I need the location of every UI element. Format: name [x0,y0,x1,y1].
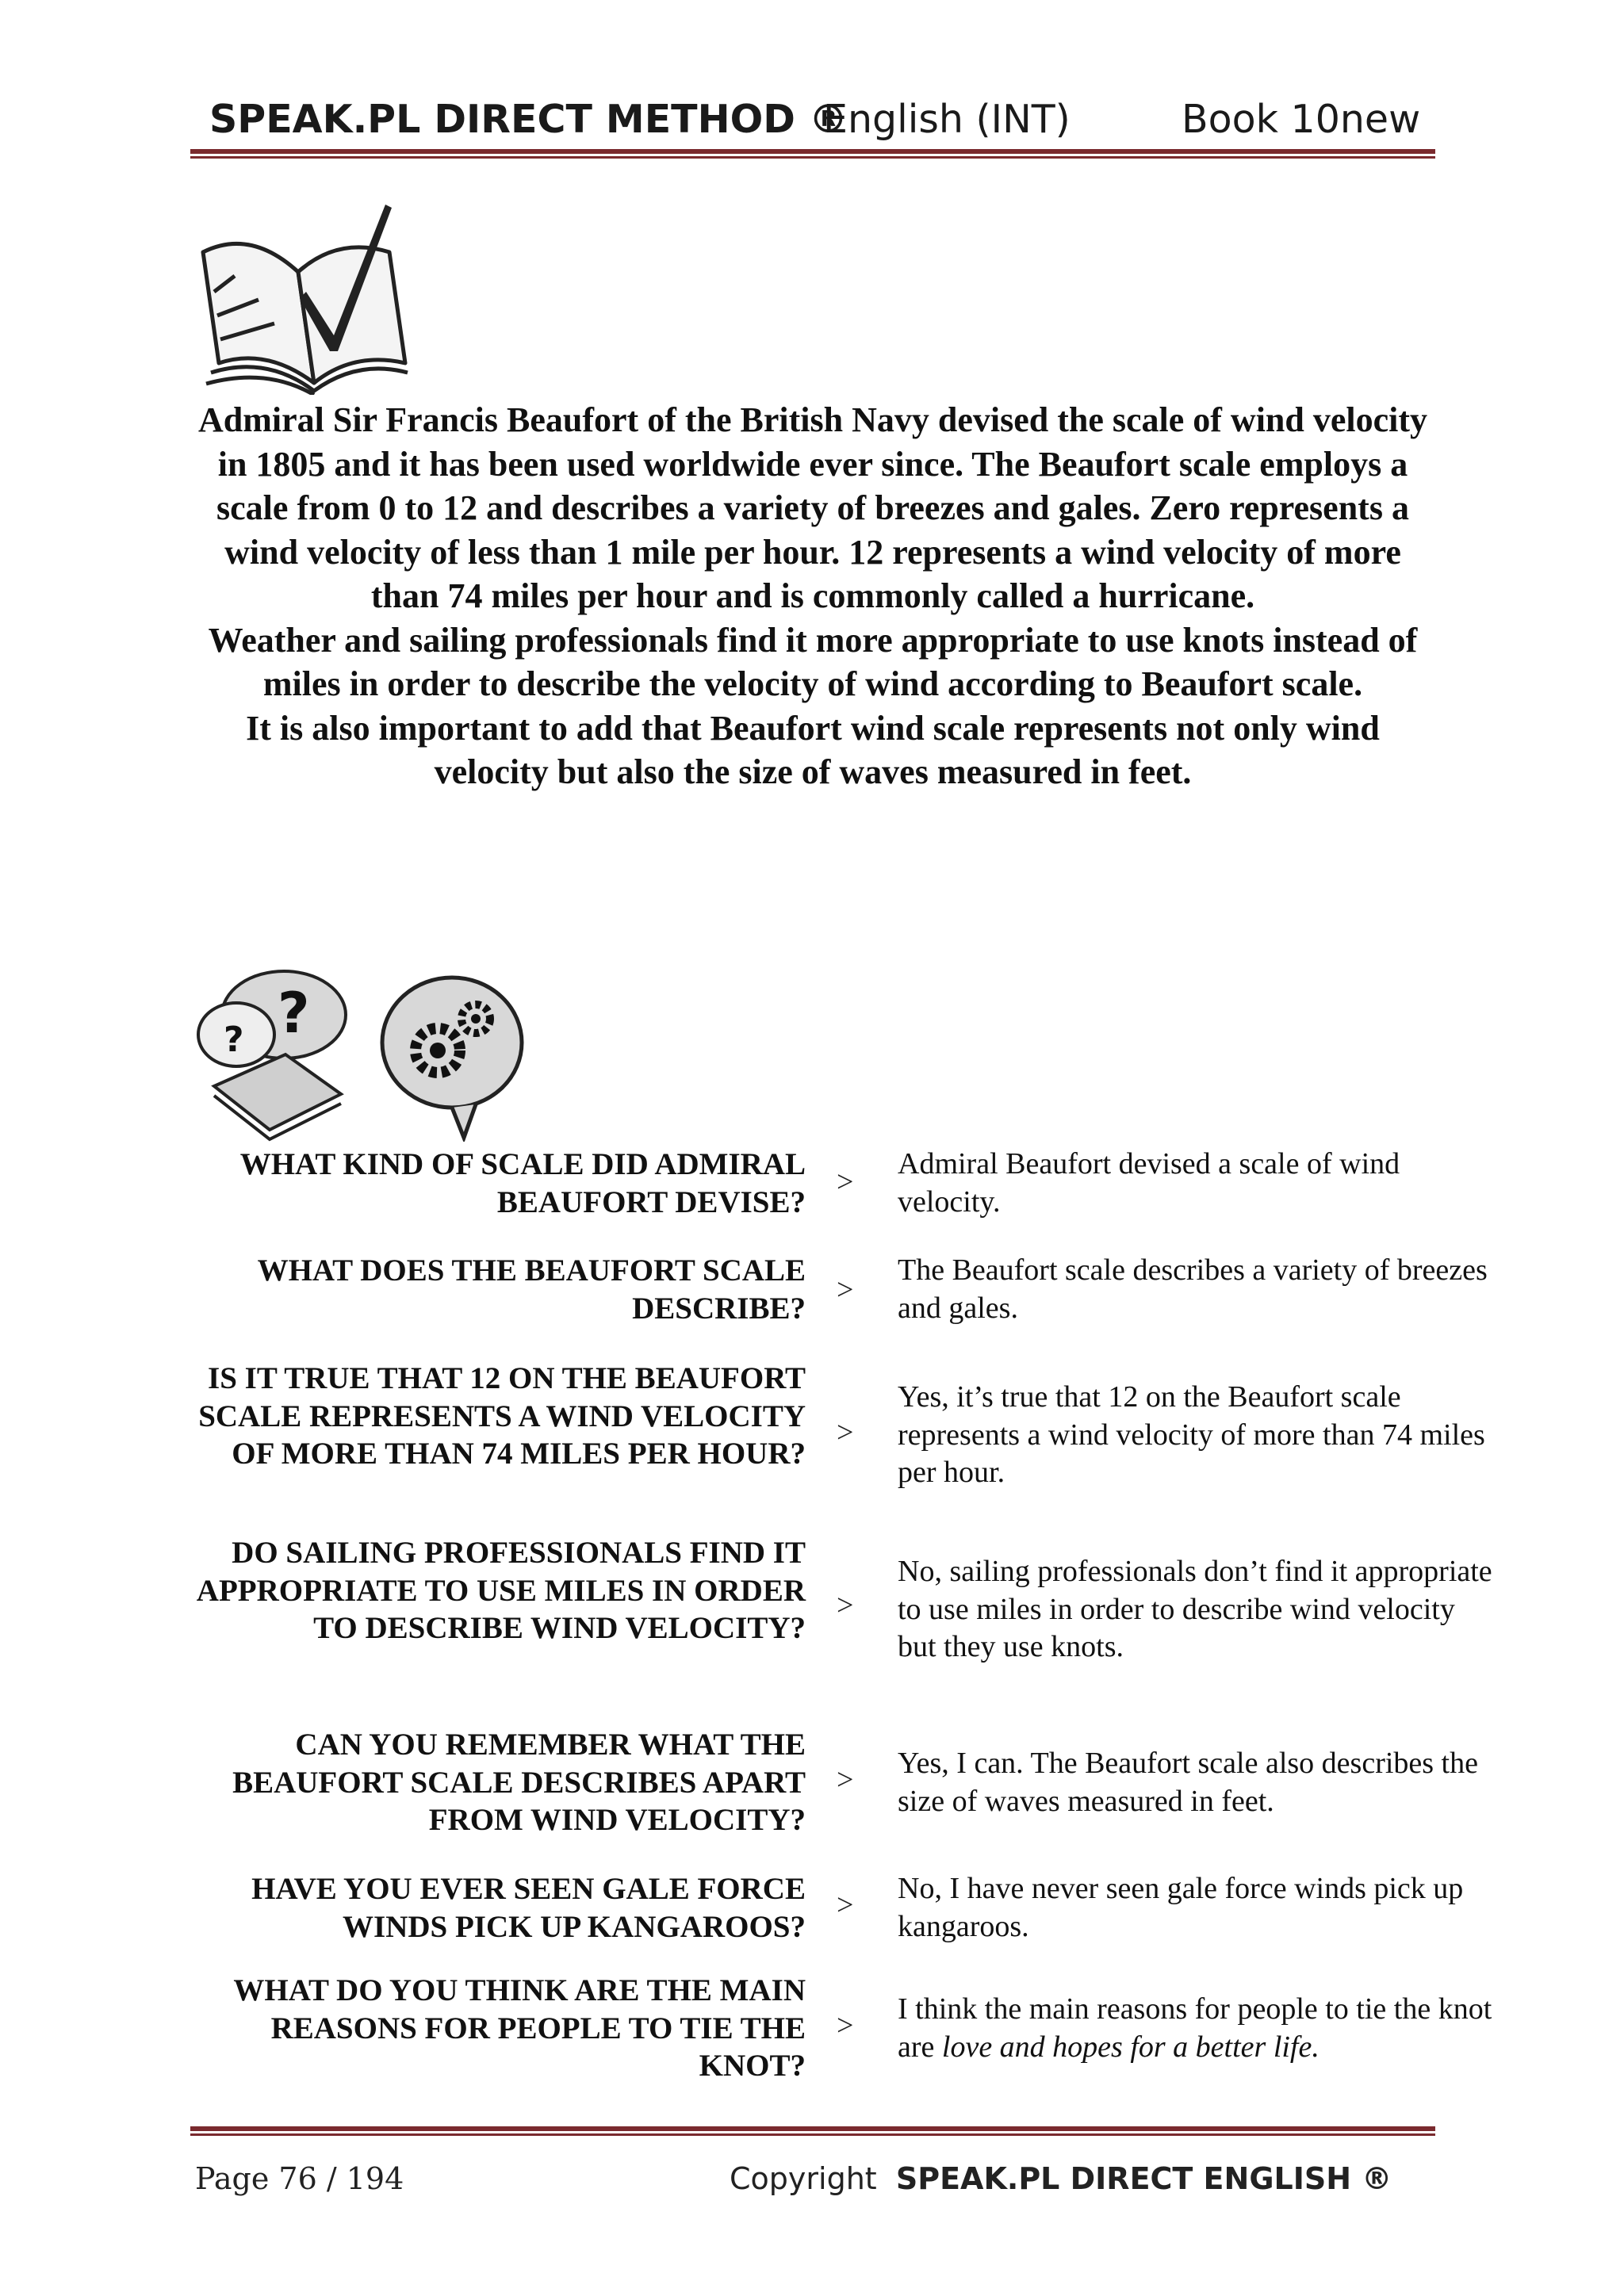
svg-text:?: ? [278,981,310,1046]
gears-speech-bubble-icon [382,978,522,1138]
page-footer [190,2161,1435,2209]
arrow-icon: > [837,2009,854,2042]
intro-text [190,398,1435,794]
qa-answer [898,1991,1500,2066]
intro-paragraph: It is also important to add that Beaufort wind scale represents not only wind velocity but also the size of waves measured in feet. [246,708,1380,791]
qa-answer: Admiral Beaufort devised a scale of wind velocity. [898,1147,1400,1219]
question-bubbles-book-icon [198,971,346,1139]
header-brand: SPEAK.PL DIRECT METHOD ® [209,97,848,142]
qa-question: CAN YOU REMEMBER WHAT THE BEAUFORT SCALE DESCRIBES APART FROM WIND VELOCITY? [232,1728,806,1837]
qa-answer: No, I have never seen gale force winds pick up kangaroos. [898,1872,1464,1943]
svg-text:?: ? [224,1020,244,1060]
copyright [730,2161,1392,2196]
qa-question: HAVE YOU EVER SEEN GALE FORCE WINDS PICK UP KANGAROOS? [251,1872,806,1944]
open-book-checkmark-icon [187,197,409,395]
qa-answer: The Beaufort scale describes a variety of breezes and gales. [898,1253,1488,1325]
qa-answer: Yes, it’s true that 12 on the Beaufort scale represents a wind velocity of more than 74 miles per hour. [898,1380,1485,1489]
qa-question: WHAT DO YOU THINK ARE THE MAIN REASONS FOR PEOPLE TO TIE THE KNOT? [233,1973,806,2083]
arrow-icon: > [837,1763,854,1797]
footer-rule [190,2126,1435,2136]
qa-answer-italic: love and hopes for a better life. [941,2030,1320,2064]
qa-question: DO SAILING PROFESSIONALS FIND IT APPROPRIATE TO USE MILES IN ORDER TO DESCRIBE WIND VELOCITY? [196,1536,806,1645]
qa-question: WHAT KIND OF SCALE DID ADMIRAL BEAUFORT DEVISE? [239,1147,806,1219]
qa-answer: Yes, I can. The Beaufort scale also describes the size of waves measured in feet. [898,1747,1478,1818]
arrow-icon: > [837,1589,854,1622]
copyright-brand: SPEAK.PL DIRECT ENGLISH ® [895,2161,1392,2196]
intro-paragraph: Admiral Sir Francis Beaufort of the British Navy devised the scale of wind velocity in 1805 and it has been used worldwide ever since. The Beaufort scale employs a scale from 0 to 12 and describes a variety of breezes and gales. Zero represents a wind velocity of less than 1 mile per hour. 12 represents a wind velocity of more than 74 miles per hour and is commonly called a hurricane. [197,400,1428,615]
question-icons [190,959,531,1142]
qa-question: IS IT TRUE THAT 12 ON THE BEAUFORT SCALE REPRESENTS A WIND VELOCITY OF MORE THAN 74 MILES PER HOUR? [198,1361,806,1471]
copyright-prefix: Copyright [730,2161,877,2196]
arrow-icon: > [837,1416,854,1449]
header-rule [190,149,1435,159]
page-header [190,94,1435,149]
header-book: Book 10new [1182,97,1421,142]
qa-answer: No, sailing professionals don’t find it appropriate to use miles in order to describe wind velocity but they use knots. [898,1555,1492,1663]
intro-paragraph: Weather and sailing professionals find it more appropriate to use knots instead of miles in order to describe the velocity of wind according to Beaufort scale. [208,620,1418,703]
arrow-icon: > [837,1273,854,1307]
header-course: English (INT) [823,97,1071,142]
qa-question: WHAT DOES THE BEAUFORT SCALE DESCRIBE? [257,1253,806,1326]
arrow-icon: > [837,1165,854,1199]
qa-answer-text: I think the main reasons for people to tie the knot are [898,1992,1492,2064]
page-number: Page 76 / 194 [195,2161,404,2196]
arrow-icon: > [837,1888,854,1922]
